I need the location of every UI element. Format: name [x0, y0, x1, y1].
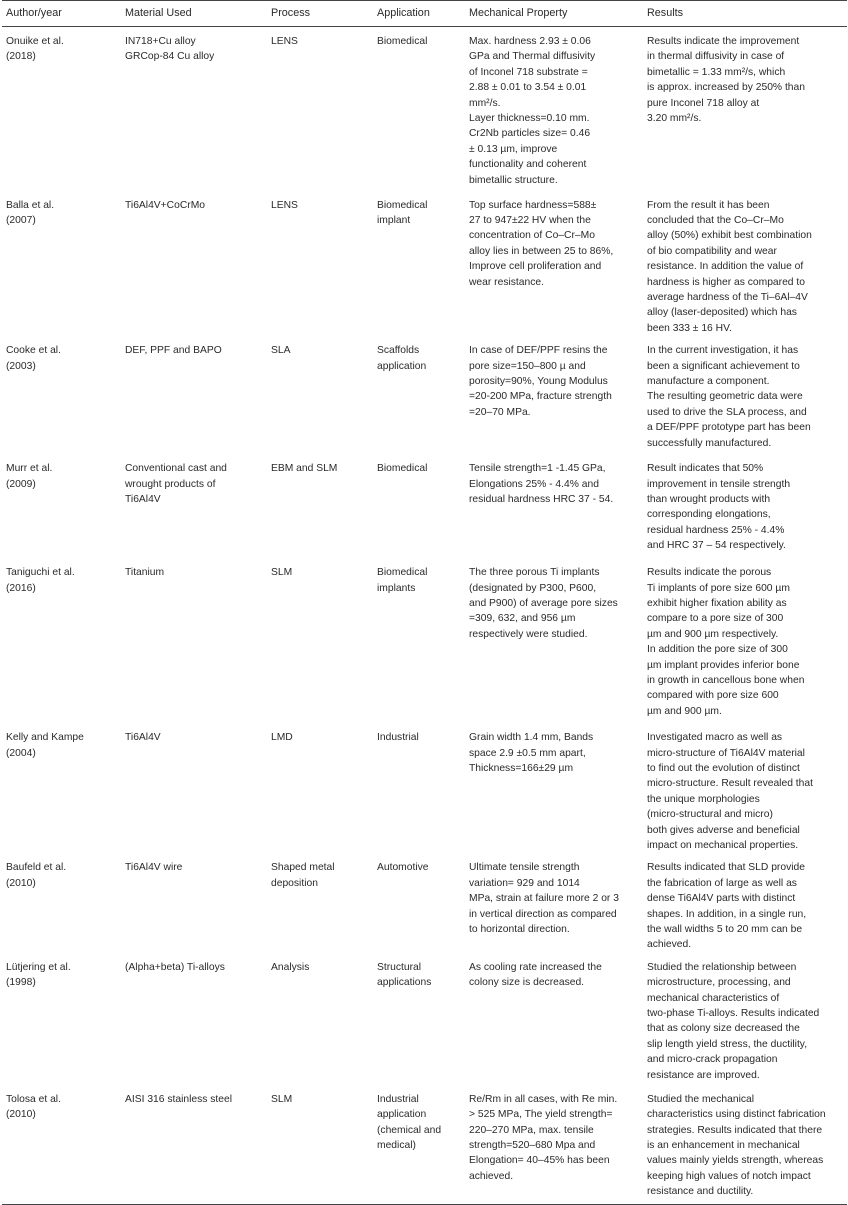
cell-application: Biomedical implant [377, 199, 428, 226]
cell-application: Biomedical [377, 36, 428, 47]
cell-application: Biomedical implants [377, 567, 428, 594]
cell-property: Max. hardness 2.93 ± 0.06 GPa and Thermal diffusivity of Inconel 718 substrate = 2.88 ± 0.01 to 3.54 ± 0.01 mm²/s. Layer thickness=0.10 mm. Cr2Nb particles size= 0.46 ± 0.13 µm, improve functionality and coherent bimetallic structure. [469, 36, 596, 186]
cell-author: Lütjering et al. (1998) [6, 961, 71, 989]
cell-property: Grain width 1.4 mm, Bands space 2.9 ±0.5 mm apart, Thickness=166±29 µm [469, 732, 594, 774]
table-row [2, 558, 847, 723]
cell-process: LENS [271, 36, 298, 47]
cell-process: LMD [271, 732, 293, 744]
cell-process: Shaped metal deposition [271, 862, 335, 889]
cell-material: Ti6Al4V+CoCrMo [125, 199, 206, 211]
header-process: Process [267, 1, 373, 27]
table-row [2, 853, 847, 952]
cell-process: LENS [271, 199, 298, 211]
cell-property: Tensile strength=1 -1.45 GPa, Elongations 25% - 4.4% and residual hardness HRC 37 - 54. [469, 463, 614, 505]
cell-author: Tolosa et al. (2010) [2, 1085, 121, 1205]
cell-application: Structural applications [377, 961, 432, 989]
cell-author: Murr et al. (2009) [6, 463, 53, 490]
cell-author: Cooke et al. (2003) [6, 345, 61, 372]
table-row [2, 336, 847, 454]
cell-results: Results indicate the porous Ti implants of pore size 600 µm exhibit higher fixation ability as compare to a pore size of 300 µm and 900 µm respectively. In addition the pore size of 300 µm implant provides inferior bone in growth in cancellous bone when compared with pore size 600 µm and 900 µm. [647, 567, 805, 717]
table-row [2, 1085, 847, 1205]
cell-property: Re/Rm in all cases, with Re min. > 525 MPa, The yield strength= 220–270 MPa, max. tensile strength=520–680 Mpa and Elongation= 40–45% has been achieved. [465, 1085, 643, 1205]
cell-results: From the result it has been concluded that the Co–Cr–Mo alloy (50%) exhibit best combination of bio compatibility and wear resistance. In addition the value of hardness is higher as compared to average hardness of the Ti–6Al–4V alloy (laser-deposited) which has been 333 ± 16 HV. [647, 199, 812, 334]
table-row [2, 27, 847, 191]
cell-process: SLM [271, 567, 293, 579]
cell-property: In case of DEF/PPF resins the pore size=150–800 µ and porosity=90%, Young Modulus =20-200 MPa, fracture strength =20–70 MPa. [469, 345, 612, 418]
cell-application: Biomedical [377, 463, 428, 475]
cell-process: EBM and SLM [271, 463, 338, 475]
cell-results: Results indicate the improvement in thermal diffusivity in case of bimetallic = 1.33 mm²/s, which is approx. increased by 250% than pure Inconel 718 alloy at 3.20 mm²/s. [647, 36, 805, 125]
table-row [2, 723, 847, 853]
cell-property: Top surface hardness=588± 27 to 947±22 HV when the concentration of Co–Cr–Mo alloy lies in between 25 to 86%, Improve cell proliferation and wear resistance. [469, 199, 614, 288]
cell-material: Conventional cast and wrought products of Ti6Al4V [125, 463, 227, 505]
table-row [2, 454, 847, 558]
cell-material: DEF, PPF and BAPO [125, 345, 222, 357]
cell-material: Ti6Al4V wire [125, 862, 183, 874]
cell-application: Scaffolds application [377, 345, 427, 372]
header-material-used: Material Used [121, 1, 267, 27]
cell-author: Onuike et al. (2018) [6, 36, 64, 63]
header-author-year: Author/year [2, 1, 121, 27]
header-row [2, 1, 847, 27]
cell-material: Ti6Al4V [125, 732, 161, 744]
header-mechanical-property: Mechanical Property [465, 1, 643, 27]
literature-table [2, 0, 847, 1205]
cell-process: Analysis [271, 961, 310, 973]
header-application: Application [373, 1, 465, 27]
cell-results: Studied the mechanical characteristics using distinct fabrication strategies. Results indicated that there is an enhancement in mechanical values mainly yields strength, whereas keeping high values of notch impact resistance and ductility. [643, 1085, 847, 1205]
cell-property: Ultimate tensile strength variation= 929 and 1014 MPa, strain at failure more 2 or 3 in vertical direction as compared to horizontal direction. [469, 862, 619, 936]
cell-results: Result indicates that 50% improvement in tensile strength than wrought products with corresponding elongations, residual hardness 25% - 4.4% and HRC 37 – 54 respectively. [647, 463, 791, 552]
cell-property: The three porous Ti implants (designated by P300, P600, and P900) of average pore sizes =309, 632, and 956 µm respectively were studied. [469, 567, 618, 640]
cell-material: IN718+Cu alloy GRCop-84 Cu alloy [125, 36, 215, 63]
cell-process: SLA [271, 345, 291, 357]
cell-results: Investigated macro as well as micro-structure of Ti6Al4V material to find out the evolution of distinct micro-structure. Result revealed that the unique morphologies (micro-structural and micro) both gives adverse and beneficial impact on mechanical properties. [647, 732, 813, 851]
cell-results: Results indicated that SLD provide the fabrication of large as well as dense Ti6Al4V parts with distinct shapes. In addition, in a single run, the wall widths 5 to 20 mm can be achieved. [647, 862, 807, 951]
cell-author: Balla et al. (2007) [6, 199, 55, 226]
cell-results: Studied the relationship between microstructure, processing, and mechanical characteristics of two-phase Ti-alloys. Results indicated that as colony size decreased the slip length yield stress, the ductility, and micro-crack propagation resistance are improved. [647, 961, 820, 1081]
cell-application: Industrial [377, 732, 419, 744]
cell-material: Titanium [125, 567, 165, 579]
cell-results: In the current investigation, it has been a significant achievement to manufacture a component. The resulting geometric data were used to drive the SLA process, and a DEF/PPF prototype part has been successfully manufactured. [647, 345, 811, 449]
cell-author: Taniguchi et al. (2016) [6, 567, 75, 594]
table-row [2, 191, 847, 337]
cell-application: Industrial application (chemical and medical) [373, 1085, 465, 1205]
cell-property: As cooling rate increased the colony size is decreased. [469, 961, 602, 989]
cell-author: Baufeld et al. (2010) [6, 862, 67, 889]
table-body [2, 27, 847, 1205]
table-header [2, 1, 847, 27]
cell-author: Kelly and Kampe (2004) [6, 732, 84, 759]
cell-material: AISI 316 stainless steel [121, 1085, 267, 1205]
header-results: Results [643, 1, 847, 27]
cell-process: SLM [267, 1085, 373, 1205]
cell-material: (Alpha+beta) Ti-alloys [125, 961, 225, 973]
table-row [2, 953, 847, 1085]
cell-application: Automotive [377, 862, 429, 874]
